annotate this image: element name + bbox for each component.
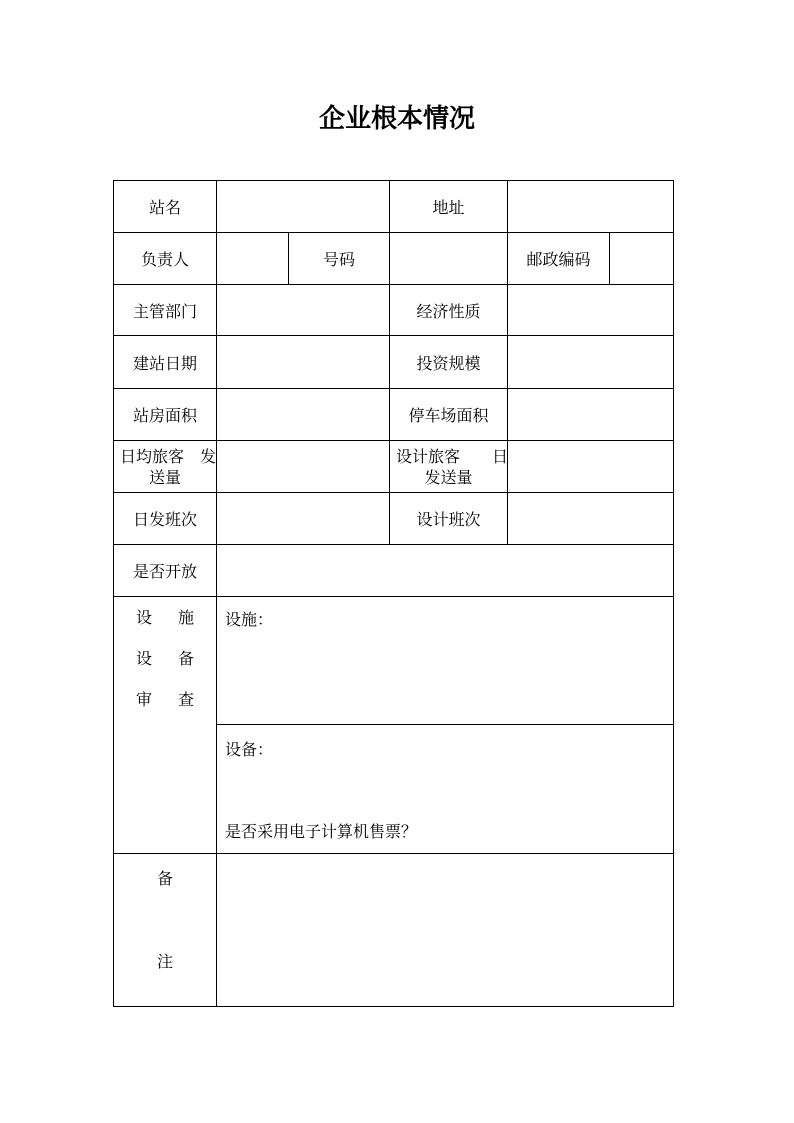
build-date-field[interactable] — [217, 336, 390, 389]
review-col1-char1: 设 — [135, 608, 152, 627]
enterprise-info-table — [113, 180, 674, 1007]
station-area-field[interactable] — [217, 389, 390, 441]
facility-equipment-review-label — [114, 597, 217, 854]
daily-avg-passenger-label-line2: 送量 — [148, 467, 181, 487]
review-col2-char1: 施 — [178, 608, 195, 627]
design-passenger-label-line2: 发送量 — [424, 467, 473, 487]
remarks-char1: 备 — [156, 869, 173, 888]
facilities-label: 设施： — [225, 610, 274, 629]
station-name-field[interactable] — [217, 181, 390, 233]
daily-avg-passenger-label-line1: 日均旅客 发 — [120, 446, 217, 466]
daily-avg-passenger-label — [114, 441, 217, 493]
investment-scale-field[interactable] — [508, 336, 674, 389]
phone-number-label: 号码 — [289, 233, 390, 285]
design-departures-label: 设计班次 — [390, 493, 508, 545]
review-col2-char3: 查 — [178, 690, 195, 709]
design-passenger-field[interactable] — [508, 441, 674, 493]
equipment-label: 设备： — [225, 740, 274, 759]
station-name-label: 站名 — [114, 181, 217, 233]
postal-code-field[interactable] — [610, 233, 674, 285]
remarks-char2: 注 — [156, 952, 173, 971]
design-passenger-label-line1: 设计旅客 日 — [396, 446, 509, 466]
address-label: 地址 — [390, 181, 508, 233]
computer-ticketing-question: 是否采用电子计算机售票？ — [225, 822, 418, 841]
postal-code-label: 邮政编码 — [508, 233, 610, 285]
review-col1-char3: 审 — [135, 690, 152, 709]
phone-number-field[interactable] — [390, 233, 508, 285]
person-in-charge-label: 负责人 — [114, 233, 217, 285]
person-in-charge-field[interactable] — [217, 233, 289, 285]
daily-departures-label: 日发班次 — [114, 493, 217, 545]
design-departures-field[interactable] — [508, 493, 674, 545]
parking-area-field[interactable] — [508, 389, 674, 441]
economic-nature-label: 经济性质 — [390, 285, 508, 336]
build-date-label: 建站日期 — [114, 336, 217, 389]
address-field[interactable] — [508, 181, 674, 233]
review-col2-char2: 备 — [178, 649, 195, 668]
review-col1-char2: 设 — [135, 649, 152, 668]
supervising-dept-label: 主管部门 — [114, 285, 217, 336]
station-area-label: 站房面积 — [114, 389, 217, 441]
remarks-label — [114, 854, 217, 1007]
daily-avg-passenger-field[interactable] — [217, 441, 390, 493]
design-passenger-label — [390, 441, 508, 493]
is-open-label: 是否开放 — [114, 545, 217, 597]
supervising-dept-field[interactable] — [217, 285, 390, 336]
daily-departures-field[interactable] — [217, 493, 390, 545]
facilities-field[interactable] — [217, 597, 674, 725]
page-title: 企业根本情况 — [318, 104, 475, 134]
economic-nature-field[interactable] — [508, 285, 674, 336]
investment-scale-label: 投资规模 — [390, 336, 508, 389]
is-open-field[interactable] — [217, 545, 674, 597]
parking-area-label: 停车场面积 — [390, 389, 508, 441]
equipment-field[interactable] — [217, 725, 674, 854]
remarks-field[interactable] — [217, 854, 674, 1007]
